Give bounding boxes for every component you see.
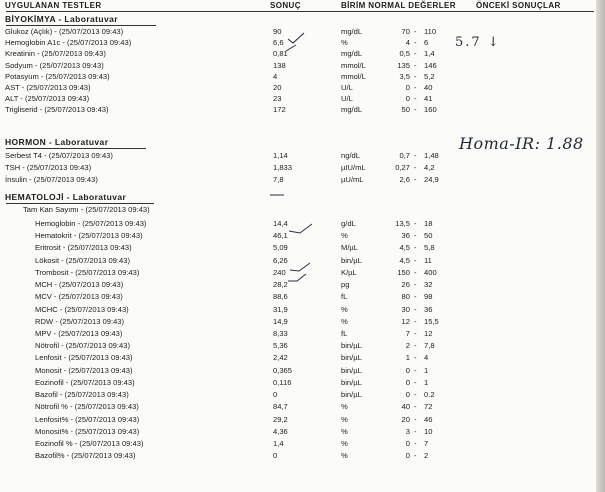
header-tests: UYGULANAN TESTLER [5,1,102,10]
normal-low: 70 [401,27,410,36]
result-value: 1,14 [273,151,288,160]
unit-label: pg [341,280,350,290]
unit-label: bin/µL [341,390,362,400]
normal-low: 0 [405,377,410,387]
unit-label: % [341,439,348,448]
normal-low: 2 [405,341,410,351]
result-value: 8,33 [273,329,288,338]
unit-label: % [341,316,348,326]
normal-low: 0,27 [395,163,410,172]
test-name: TSH - (25/07/2013 09:43) [5,163,92,172]
result-value: 2,42 [273,353,288,363]
unit-label: bin/µL [341,353,362,363]
test-name: Lenfosit - (25/07/2013 09:43) [35,353,133,363]
test-name: Glukoz (Açlık) - (25/07/2013 09:43) [5,27,124,36]
range-separator: - [414,151,417,160]
normal-high: 32 [424,280,433,290]
normal-high: 400 [424,267,437,277]
normal-low: 12 [401,316,410,326]
check-mark-icon [288,274,306,281]
range-separator: - [414,38,417,48]
test-name: Lenfosit% - (25/07/2013 09:43) [35,414,140,424]
normal-low: 135 [397,60,410,70]
normal-low: 26 [401,280,410,290]
unit-label: mg/dL [341,27,363,36]
result-value: 88,6 [273,292,288,302]
range-separator: - [414,329,417,338]
range-separator: - [414,414,417,424]
result-value: 172 [273,105,286,115]
result-value: 1,4 [273,439,284,448]
unit-label: U/L [341,94,353,104]
unit-label: mmol/L [341,71,366,81]
result-value: 0 [273,390,278,400]
test-name: Nötrofil % - (25/07/2013 09:43) [35,402,139,412]
normal-low: 0 [405,83,410,92]
result-value: 14,9 [273,316,288,326]
normal-high: 1 [424,365,429,375]
result-value: 46,1 [273,231,288,241]
result-value: 28,2 [273,280,288,290]
test-name: Lökosit - (25/07/2013 09:43) [35,255,130,265]
normal-high: 7 [424,439,429,448]
paper-edge [596,0,605,492]
range-separator: - [414,71,417,81]
normal-high: 10 [424,426,433,436]
result-value: 84,7 [273,402,288,412]
normal-high: 1,48 [424,151,439,160]
range-separator: - [414,402,417,412]
range-separator: - [414,341,417,351]
unit-label: ng/dL [341,151,361,160]
result-value: 4 [273,71,278,81]
normal-low: 4,5 [399,243,410,253]
test-name: İnsulin - (25/07/2013 09:43) [5,175,98,184]
result-value: 5,36 [273,341,288,351]
range-separator: - [414,390,417,400]
unit-label: bin/µL [341,377,362,387]
unit-label: bin/µL [341,255,362,265]
range-separator: - [414,83,417,92]
range-separator: - [414,231,417,241]
unit-label: fL [341,292,348,302]
normal-low: 20 [401,414,410,424]
range-separator: - [414,280,417,290]
test-name: MCV - (25/07/2013 09:43) [35,292,123,302]
normal-high: 4,2 [424,163,435,172]
normal-high: 40 [424,83,433,92]
normal-low: 7 [405,329,410,338]
normal-low: 4,5 [399,255,410,265]
normal-high: 4 [424,353,429,363]
result-value: 31,9 [273,304,288,314]
normal-low: 150 [397,267,410,277]
normal-low: 3,5 [399,71,410,81]
result-value: 0,365 [273,365,293,375]
range-separator: - [414,255,417,265]
normal-low: 0 [405,439,410,448]
range-separator: - [414,163,417,172]
result-value: 7,8 [273,175,284,184]
normal-high: 50 [424,231,433,241]
result-value: 0 [273,451,278,461]
range-separator: - [414,353,417,363]
normal-high: 0.2 [424,390,435,400]
test-name: Serbest T4 - (25/07/2013 09:43) [5,151,113,160]
test-name: Monosit% - (25/07/2013 09:43) [35,426,140,436]
test-name: Hemoglobin - (25/07/2013 09:43) [35,219,147,228]
normal-low: 0 [405,365,410,375]
section-title-hematology: HEMATOLOJİ - Laboratuvar [5,192,127,202]
result-value: 4,36 [273,426,288,436]
test-name: Hematokrit - (25/07/2013 09:43) [35,231,143,241]
test-name: MPV - (25/07/2013 09:43) [35,329,123,338]
header-result: SONUÇ [270,1,301,10]
section-title-biochemistry: BİYOKİMYA - Laboratuvar [5,14,118,24]
range-separator: - [414,292,417,302]
test-name: AST - (25/07/2013 09:43) [5,83,91,92]
result-value: 29,2 [273,414,288,424]
normal-high: 160 [424,105,437,115]
result-value: 0,116 [273,377,292,387]
normal-high: 146 [424,60,437,70]
handwritten-hba1c-note: 5.7 ↓ [455,35,501,50]
range-separator: - [414,175,417,184]
unit-label: M/µL [341,243,359,253]
range-separator: - [414,304,417,314]
result-value: 5,09 [273,243,288,253]
test-name: Sodyum - (25/07/2013 09:43) [5,60,104,70]
normal-low: 40 [401,402,410,412]
result-value: 240 [273,267,286,277]
normal-high: 2 [424,451,429,461]
normal-high: 7,8 [424,341,435,351]
normal-low: 13,5 [395,219,410,228]
check-mark-icon [288,33,304,43]
normal-high: 6 [424,38,429,48]
test-name: Bazofil% - (25/07/2013 09:43) [35,451,136,461]
test-name: ALT - (25/07/2013 09:43) [5,94,90,104]
range-separator: - [414,27,417,36]
normal-high: 15,5 [424,316,439,326]
result-value: 90 [273,27,282,36]
test-name: MCHC - (25/07/2013 09:43) [35,304,129,314]
normal-high: 12 [424,329,433,338]
unit-label: mg/dL [341,49,363,59]
result-value: 6,6 [273,38,284,48]
normal-low: 3 [405,426,410,436]
unit-label: % [341,414,348,424]
normal-high: 98 [424,292,433,302]
range-separator: - [414,267,417,277]
normal-low: 80 [401,292,410,302]
test-name: Potasyum - (25/07/2013 09:43) [5,71,110,81]
normal-high: 1,4 [424,49,435,59]
range-separator: - [414,49,417,59]
range-separator: - [414,377,417,387]
header-previous: ÖNCEKİ SONUÇLAR [476,1,561,10]
normal-high: 5,8 [424,243,435,253]
result-value: 20 [273,83,282,92]
test-name: Trombosit - (25/07/2013 09:43) [35,267,140,277]
unit-label: % [341,304,348,314]
normal-low: 1 [405,353,410,363]
normal-high: 36 [424,304,433,314]
unit-label: µU/mL [341,175,364,184]
range-separator: - [414,365,417,375]
test-name: Kreatinin - (25/07/2013 09:43) [5,49,106,59]
test-name: Trigliserid - (25/07/2013 09:43) [5,105,109,115]
range-separator: - [414,451,417,461]
result-value: 1,833 [273,163,293,172]
unit-label: K/µL [341,267,357,277]
result-value: 23 [273,94,282,104]
test-name: RDW - (25/07/2013 09:43) [35,316,125,326]
check-mark-icon [289,224,312,233]
range-separator: - [414,105,417,115]
normal-high: 41 [424,94,433,104]
header-unit-normal: BİRİM NORMAL DEĞERLER [341,1,456,10]
normal-low: 50 [401,105,410,115]
test-name: MCH - (25/07/2013 09:43) [35,280,124,290]
normal-low: 0 [405,94,410,104]
unit-label: % [341,231,348,241]
result-value: 6,26 [273,255,288,265]
result-value: 0,81 [273,49,288,59]
normal-high: 5,2 [424,71,435,81]
normal-low: 0,5 [399,49,410,59]
test-name: Monosit - (25/07/2013 09:43) [35,365,133,375]
range-separator: - [414,219,417,228]
handwritten-homa-note: Homa-IR: 1.88 [459,134,584,153]
unit-label: % [341,402,348,412]
pen-stroke-icon [286,45,296,51]
normal-low: 36 [401,231,410,241]
test-name: Hemoglobin A1c - (25/07/2013 09:43) [5,38,132,48]
unit-label: g/dL [341,219,356,228]
normal-high: 72 [424,402,433,412]
result-value: 14,4 [273,219,288,228]
normal-high: 11 [424,255,432,265]
range-separator: - [414,94,417,104]
unit-label: mg/dL [341,105,363,115]
result-value: 138 [273,60,286,70]
range-separator: - [414,439,417,448]
normal-high: 46 [424,414,433,424]
unit-label: fL [341,329,348,338]
test-name: Bazofil - (25/07/2013 09:43) [35,390,129,400]
unit-label: bin/µL [341,341,362,351]
test-name: Eozinofil - (25/07/2013 09:43) [35,377,135,387]
normal-low: 0 [405,390,410,400]
test-name: Eozinofil % - (25/07/2013 09:43) [35,439,144,448]
range-separator: - [414,243,417,253]
normal-high: 110 [424,27,437,36]
subsection-title-cbc: Tam Kan Sayımı - (25/07/2013 09:43) [23,205,150,214]
unit-label: µIU/mL [341,163,366,172]
section-title-hormone: HORMON - Laboratuvar [5,137,109,147]
unit-label: % [341,451,348,461]
unit-label: mmol/L [341,60,366,70]
normal-low: 0,7 [399,151,410,160]
normal-low: 30 [401,304,410,314]
test-name: Eritrosit - (25/07/2013 09:43) [35,243,132,253]
test-name: Nötrofil - (25/07/2013 09:43) [35,341,130,351]
unit-label: bin/µL [341,365,362,375]
normal-low: 4 [405,38,410,48]
unit-label: U/L [341,83,353,92]
range-separator: - [414,426,417,436]
unit-label: % [341,426,348,436]
check-mark-icon [290,263,310,271]
unit-label: % [341,38,348,48]
range-separator: - [414,316,417,326]
normal-high: 1 [424,377,429,387]
normal-low: 0 [405,451,410,461]
normal-low: 2,6 [399,175,410,184]
range-separator: - [414,60,417,70]
normal-high: 24,9 [424,175,439,184]
normal-high: 18 [424,219,433,228]
